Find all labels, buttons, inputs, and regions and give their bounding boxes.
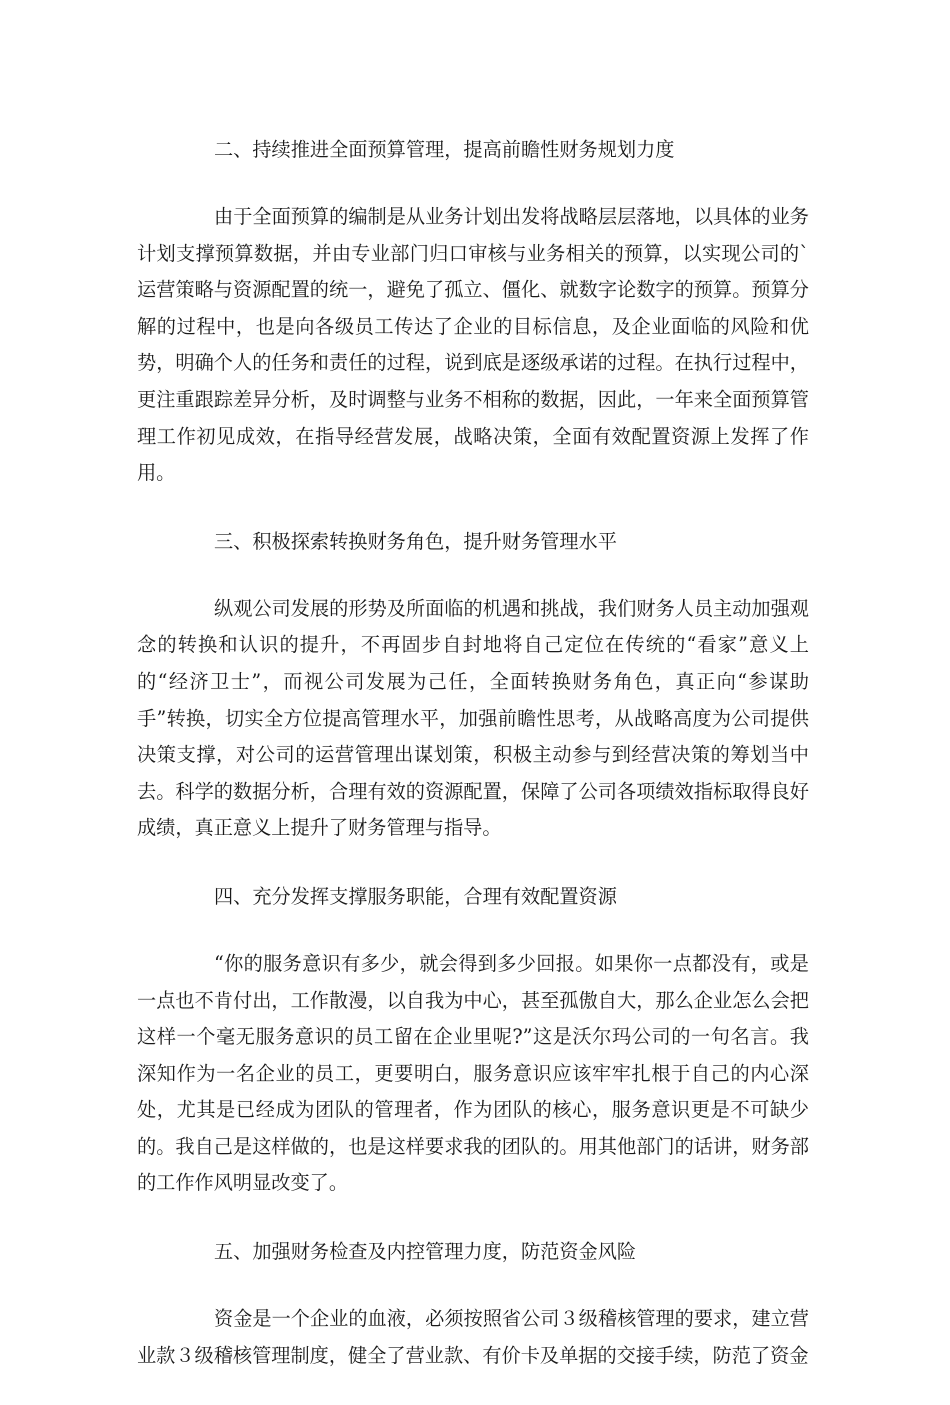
section-body-2: 由于全面预算的编制是从业务计划出发将战略层层落地，以具体的业务计划支撑预算数据，并由专业部门归口审核与业务相关的预算，以实现公司的`运营策略与资源配置的统一，避免了孤立、僵化、就数字论数字的预算。预算分解的过程中，也是向各级员工传达了企业的目标信息，及企业面临的风险和优势，明确个人的任务和责任的过程，说到底是逐级承诺的过程。在执行过程中，更注重跟踪差异分析，及时调整与业务不相称的数据，因此，一年来全面预算管理工作初见成效，在指导经营发展，战略决策，全面有效配置资源上发挥了作用。 [137,205,809,485]
section-heading-2: 二、持续推进全面预算管理，提高前瞻性财务规划力度 [214,138,675,161]
section-heading-4: 四、充分发挥支撑服务职能，合理有效配置资源 [214,884,617,908]
section-body-3: 纵观公司发展的形势及所面临的机遇和挑战，我们财务人员主动加强观念的转换和认识的提升，不再固步自封地将自己定位在传统的“看家”意义上的“经济卫士”，而视公司发展为己任，全面转换财务角色，真正向“参谋助手”转换，切实全方位提高管理水平，加强前瞻性思考，从战略高度为公司提供决策支撑，对公司的运营管理出谋划策，积极主动参与到经营决策的筹划当中去。科学的数据分析，合理有效的资源配置，保障了公司各项绩效指标取得良好成绩，真正意义上提升了财务管理与指导。 [137,596,809,840]
section-body-5: 资金是一个企业的血液，必须按照省公司３级稽核管理的要求，建立营业款３级稽核管理制度，健全了营业款、有价卡及单据的交接手续，防范了资金 [137,1307,809,1367]
section-heading-3: 三、积极探索转换财务角色，提升财务管理水平 [214,529,617,553]
section-body-4: “你的服务意识有多少，就会得到多少回报。如果你一点都没有，或是一点也不肯付出，工作散漫，以自我为中心，甚至孤傲自大，那么企业怎么会把这样一个毫无服务意识的员工留在企业里呢?”这是沃尔玛公司的一句名言。我深知作为一名企业的员工，更要明白，服务意识应该牢牢扎根于自己的内心深处，尤其是已经成为团队的管理者，作为团队的核心，服务意识更是不可缺少的。我自己是这样做的，也是这样要求我的团队的。用其他部门的话讲，财务部的工作作风明显改变了。 [137,951,809,1195]
section-heading-5: 五、加强财务检查及内控管理力度，防范资金风险 [214,1240,637,1264]
document-page [137,131,809,1405]
